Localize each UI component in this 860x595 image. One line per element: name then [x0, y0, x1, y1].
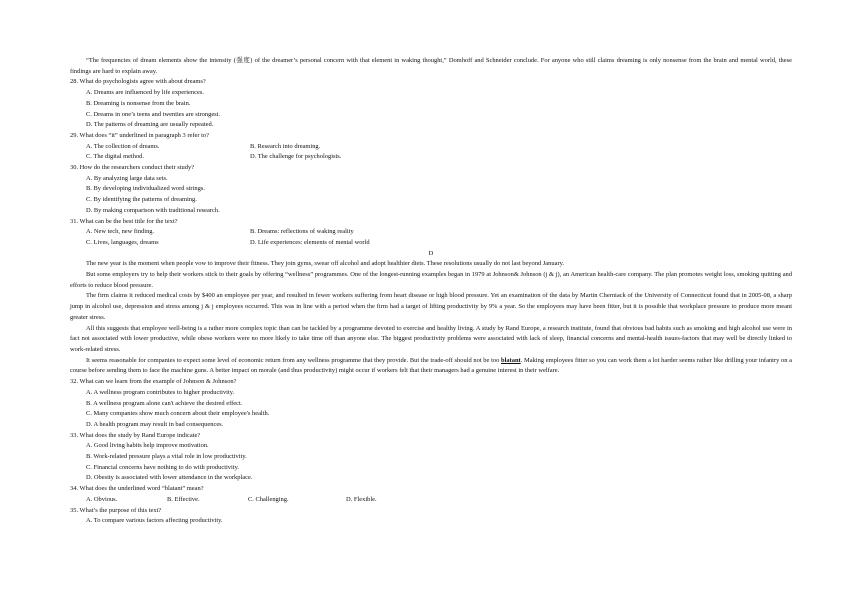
- question-29-option-d: D. The challenge for psychologists.: [250, 153, 342, 161]
- question-28-option-a: A. Dreams are influenced by life experiences.: [86, 89, 204, 97]
- question-34-options-row: [86, 495, 792, 506]
- question-30-option-b: B. By developing individualized word strings.: [86, 185, 205, 193]
- question-35-option-a: A. To compare various factors affecting productivity.: [86, 517, 223, 525]
- question-29-option-b: B. Research into dreaming.: [250, 142, 321, 150]
- passage-c-final-paragraph: “The frequencies of dream elements show the intensity (强度) of the dreamer’s personal concern with that element in waking thought,” Domhoff and Schneider conclude. For anyone who still claims dreaming is only nonsense from the brain and mental world, these findings are hard to explain away.: [70, 57, 792, 75]
- question-34-option-b: B. Effective.: [167, 495, 200, 503]
- question-32-option-a: A. A wellness program contributes to higher productivity.: [86, 388, 235, 396]
- question-33-option-b: B. Work-related pressure plays a vital role in low productivity.: [86, 453, 247, 461]
- passage-d-paragraph-2: But some employers try to help their workers stick to their goals by offering “wellness” programmes. One of the longest-running examples began in 1979 at Johnson& Johnson (j & j), an American health-care company. The plan promotes weight loss, smoking quitting and efforts to reduce blood pressure.: [70, 271, 792, 289]
- passage-d-paragraph-4: All this suggests that employee well-being is a rather more complex topic than can be tackled by a programme devoted to exercise and healthy living. A study by Rand Europe, a research institute, found that obvious bad habits such as smoking and high alcohol use were in fact not associated with lower productive, while obese workers were no more likely to take time off than anyone else. The biggest productivity problems were associated with lack of sleep, financial concerns and mental-health issues-factors that may well be directly linked to work-related stress.: [70, 324, 792, 353]
- passage-d-paragraph-5-start: It seems reasonable for companies to expect some level of economic return from any wellness programme that they provide. But the trade-off should not be too: [86, 356, 501, 364]
- question-28-option-b: B. Dreaming is nonsense from the brain.: [86, 99, 191, 107]
- question-30-stem: 30. How do the researchers conduct their study?: [70, 164, 195, 172]
- question-32-option-c: C. Many companies show much concern about their employee's health.: [86, 410, 270, 418]
- question-33-option-d: D. Obesity is associated with lower attendance in the workplace.: [86, 474, 253, 482]
- question-31-option-d: D. Life experiences: elements of mental world: [250, 238, 370, 246]
- exam-page: [70, 56, 792, 527]
- passage-d-paragraph-3: The firm claims it reduced medical costs by $400 an employee per year, and resulted in fewer workers suffering from heart disease or high blood pressure. Yet an examination of the data by Martin Cherniack of the University of Connecticut found that in 2005-08, a sharp jump in alcohol use, depression and stress among j & j employees occurred. This was in line with a period when the firm had a target of lifting productivity by 9% a year. So the employees may have been fitter, but it is possible that workplace pressure to produce more meant greater stress.: [70, 292, 792, 321]
- question-29-options-row-2: [86, 152, 792, 163]
- question-31-option-b: B. Dreams: reflections of waking reality: [250, 228, 354, 236]
- passage-d-paragraph-5-end: . Making employees fitter so you can work them a lot harder seems rather like drilling your infantry on a course before sending them to face the machine guns. A better impact on morale (and thus productivity) might occur if workers felt that their managers had a genuine interest in their welfare.: [70, 356, 792, 375]
- question-34-option-a: A. Obvious.: [86, 495, 118, 503]
- question-32-option-b: B. A wellness program alone can't achieve the desired effect.: [86, 399, 243, 407]
- question-34-stem: 34. What does the underlined word “blatant” mean?: [70, 485, 204, 493]
- question-30-option-c: C. By identifying the patterns of dreaming.: [86, 196, 197, 204]
- question-34-option-c: C. Challenging.: [248, 495, 289, 503]
- section-d-heading: D: [428, 249, 434, 257]
- question-34-option-d: D. Flexible.: [346, 495, 377, 503]
- passage-d-paragraph-5: [70, 356, 792, 377]
- question-29-stem: 29. What does “it” underlined in paragraph 3 refer to?: [70, 131, 209, 139]
- question-29-option-a: A. The collection of dreams.: [86, 142, 160, 150]
- question-31-option-a: A. New tech, new finding.: [86, 228, 155, 236]
- question-28-option-d: D. The patterns of dreaming are usually repeated.: [86, 121, 214, 129]
- question-33-option-a: A. Good living habits help improve motivation.: [86, 442, 209, 450]
- question-31-options-row-1: [86, 227, 792, 238]
- question-31-stem: 31. What can be the best title for the text?: [70, 217, 178, 225]
- question-28-stem: 28. What do psychologists agree with about dreams?: [70, 78, 206, 86]
- question-35-stem: 35. What’s the purpose of this text?: [70, 506, 162, 514]
- question-32-stem: 32. What can we learn from the example of Johnson & Johnson?: [70, 378, 237, 386]
- question-29-option-c: C. The digital method.: [86, 153, 144, 161]
- passage-d-paragraph-1: The new year is the moment when people vow to improve their fitness. They join gyms, swear off alcohol and adopt healthier diets. These resolutions usually do not last beyond January.: [86, 260, 564, 268]
- question-32-option-d: D. A health program may result in bad consequences.: [86, 420, 224, 428]
- question-31-option-c: C. Lives, languages, dreams: [86, 238, 159, 246]
- question-30-option-a: A. By analyzing large data sets.: [86, 174, 168, 182]
- question-33-option-c: C. Financial concerns have nothing to do with productivity.: [86, 463, 239, 471]
- question-31-options-row-2: [86, 238, 792, 249]
- question-29-options-row-1: [86, 142, 792, 153]
- underlined-word-blatant: blatant: [501, 356, 521, 364]
- question-33-stem: 33. What does the study by Rand Europe indicate?: [70, 431, 201, 439]
- question-28-option-c: C. Dreams in one’s teens and twenties are strongest.: [86, 110, 221, 118]
- question-30-option-d: D. By making comparison with traditional research.: [86, 206, 220, 214]
